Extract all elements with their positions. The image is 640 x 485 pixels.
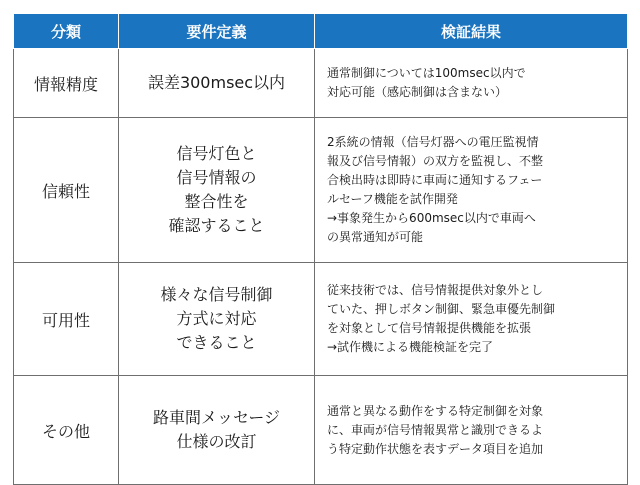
result-line: →試作機による機能検証を完了 xyxy=(327,340,494,354)
result-line: 合検出時は即時に車両に通知するフェー xyxy=(327,173,543,187)
category-cell: その他 xyxy=(14,376,119,485)
requirement-line: できること xyxy=(176,333,257,352)
table-row xyxy=(14,118,628,263)
result-line: 通常と異なる動作をする特定制御を対象 xyxy=(327,403,544,418)
result-line: 通常制御については100msec以内で xyxy=(327,66,526,80)
requirements-table xyxy=(13,13,628,485)
category-cell: 信頼性 xyxy=(14,118,119,263)
requirement-line: 誤差300msec以内 xyxy=(147,73,286,92)
header-row xyxy=(14,14,628,49)
header-requirement: 要件定義 xyxy=(119,14,315,49)
requirement-cell xyxy=(119,263,315,376)
requirement-line: 信号情報の xyxy=(176,168,257,187)
result-line: ていた、押しボタン制御、緊急車優先制御 xyxy=(327,302,556,316)
table-row xyxy=(14,263,628,376)
requirement-line: 方式に対応 xyxy=(176,309,257,328)
table-row xyxy=(14,376,628,485)
table-row xyxy=(14,49,628,118)
result-cell xyxy=(315,376,628,485)
requirement-cell xyxy=(119,376,315,485)
requirement-line: 整合性を xyxy=(184,192,249,211)
requirement-line: 路車間メッセージ xyxy=(152,408,281,427)
requirement-cell xyxy=(119,118,315,263)
result-line: →事象発生から600msec以内で車両へ xyxy=(327,211,536,225)
result-line: 2系統の情報（信号灯器への電圧監視情 xyxy=(327,135,539,149)
result-line: 従来技術では、信号情報提供対象外とし xyxy=(327,283,544,297)
requirement-cell xyxy=(119,49,315,118)
result-line: う特定動作状態を表すデータ項目を追加 xyxy=(327,441,544,456)
result-line: ルセーフ機能を試作開発 xyxy=(327,192,458,206)
result-line: 対応可能（感応制御は含まない） xyxy=(327,85,508,99)
result-line: に、車両が信号情報異常と識別できるよ xyxy=(327,422,544,437)
requirement-line: 信号灯色と xyxy=(176,144,257,163)
result-line: の異常通知が可能 xyxy=(327,230,424,244)
result-cell xyxy=(315,118,628,263)
requirement-line: 仕様の改訂 xyxy=(176,432,257,451)
result-line: 報及び信号情報）の双方を監視し、不整 xyxy=(327,154,544,168)
result-cell xyxy=(315,263,628,376)
requirement-line: 確認すること xyxy=(168,216,265,235)
category-cell: 情報精度 xyxy=(14,49,119,118)
requirements-table-container xyxy=(13,13,627,461)
result-line: を対象として信号情報提供機能を拡張 xyxy=(327,321,532,335)
header-result: 検証結果 xyxy=(315,14,628,49)
category-cell: 可用性 xyxy=(14,263,119,376)
requirement-line: 様々な信号制御 xyxy=(160,285,273,304)
header-category: 分類 xyxy=(14,14,119,49)
result-cell xyxy=(315,49,628,118)
